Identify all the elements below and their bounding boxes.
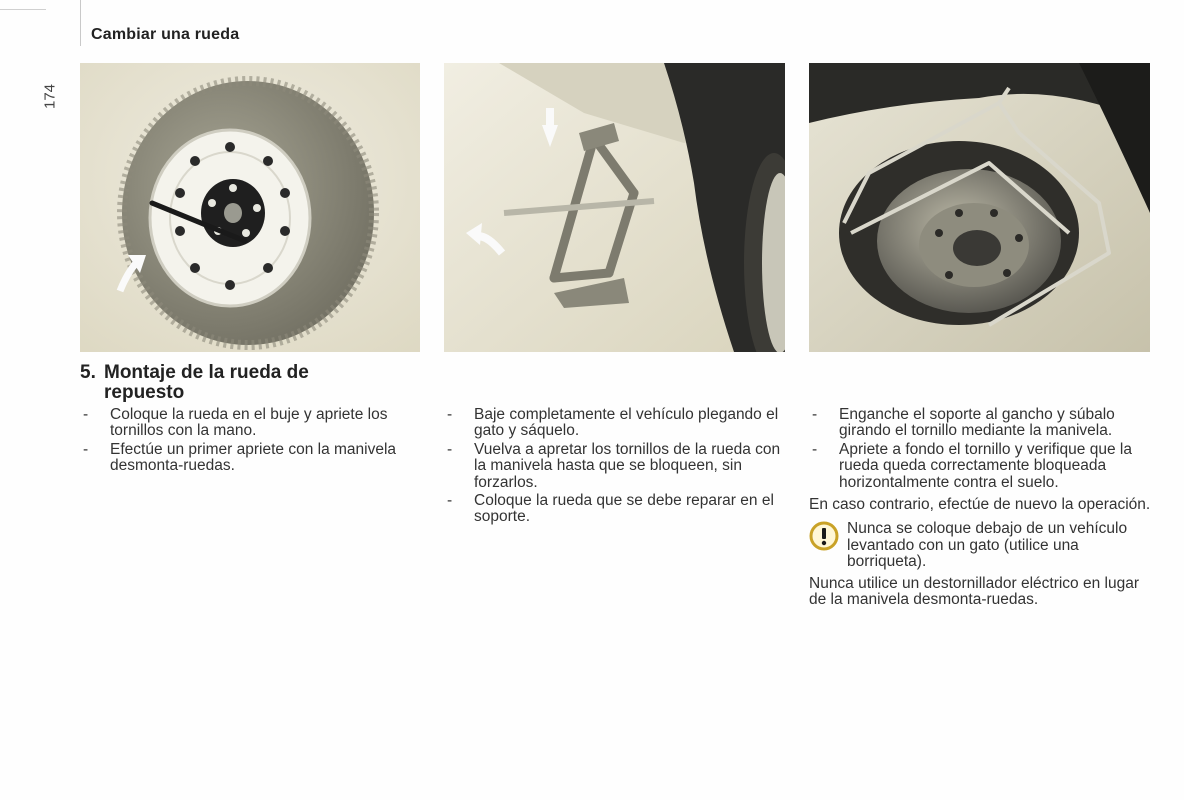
step-number: 5. [80,362,96,383]
wheel-carrier-illustration [809,63,1150,352]
warning-text: Nunca se coloque debajo de un vehículo levantado con un gato (utilice una borriqueta). [847,520,1128,571]
instruction-list [809,407,1154,491]
spare-wheel-illustration [80,63,420,352]
list-item: - Vuelva a apretar los tornillos de la rueda con la manivela hasta que se bloqueen, sin forzarlos. [444,442,789,491]
list-item: - Coloque la rueda en el buje y apriete los tornillos con la mano. [80,407,400,440]
list-item: - Coloque la rueda que se debe reparar en el soporte. [444,493,789,526]
list-item: - Baje completamente el vehículo plegando el gato y sáquelo. [444,407,789,440]
column-2 [444,407,789,528]
spare-wheel-icon [80,63,420,352]
column-1 [80,407,400,477]
list-item: - Enganche el soporte al gancho y súbalo girando el tornillo mediante la manivela. [809,407,1154,440]
list-item: - Apriete a fondo el tornillo y verifique que la rueda queda correctamente bloqueada horizontalmente contra el suelo. [809,442,1154,491]
instruction-list [444,407,789,526]
step-heading-line1: Montaje de la rueda de [104,362,309,383]
header-horizontal-rule [0,9,46,10]
wheel-carrier-icon [809,63,1150,352]
warning-icon [809,521,839,551]
list-item: - Efectúe un primer apriete con la manivela desmonta-ruedas. [80,442,400,475]
warning-note [809,521,1154,570]
step-heading-line2: repuesto [104,382,185,403]
header-vertical-rule [80,0,81,46]
jack-illustration [444,63,785,352]
instruction-list [80,407,400,475]
section-title: Cambiar una rueda [91,26,240,43]
page-number: 174 [41,83,59,110]
jack-icon [444,63,785,352]
column-3 [809,407,1154,608]
retry-paragraph: En caso contrario, efectúe de nuevo la operación. [809,496,1151,514]
screwdriver-paragraph: Nunca utilice un destornillador eléctrico en lugar de la manivela desmonta-ruedas. [809,574,1139,609]
step-heading [80,363,380,403]
